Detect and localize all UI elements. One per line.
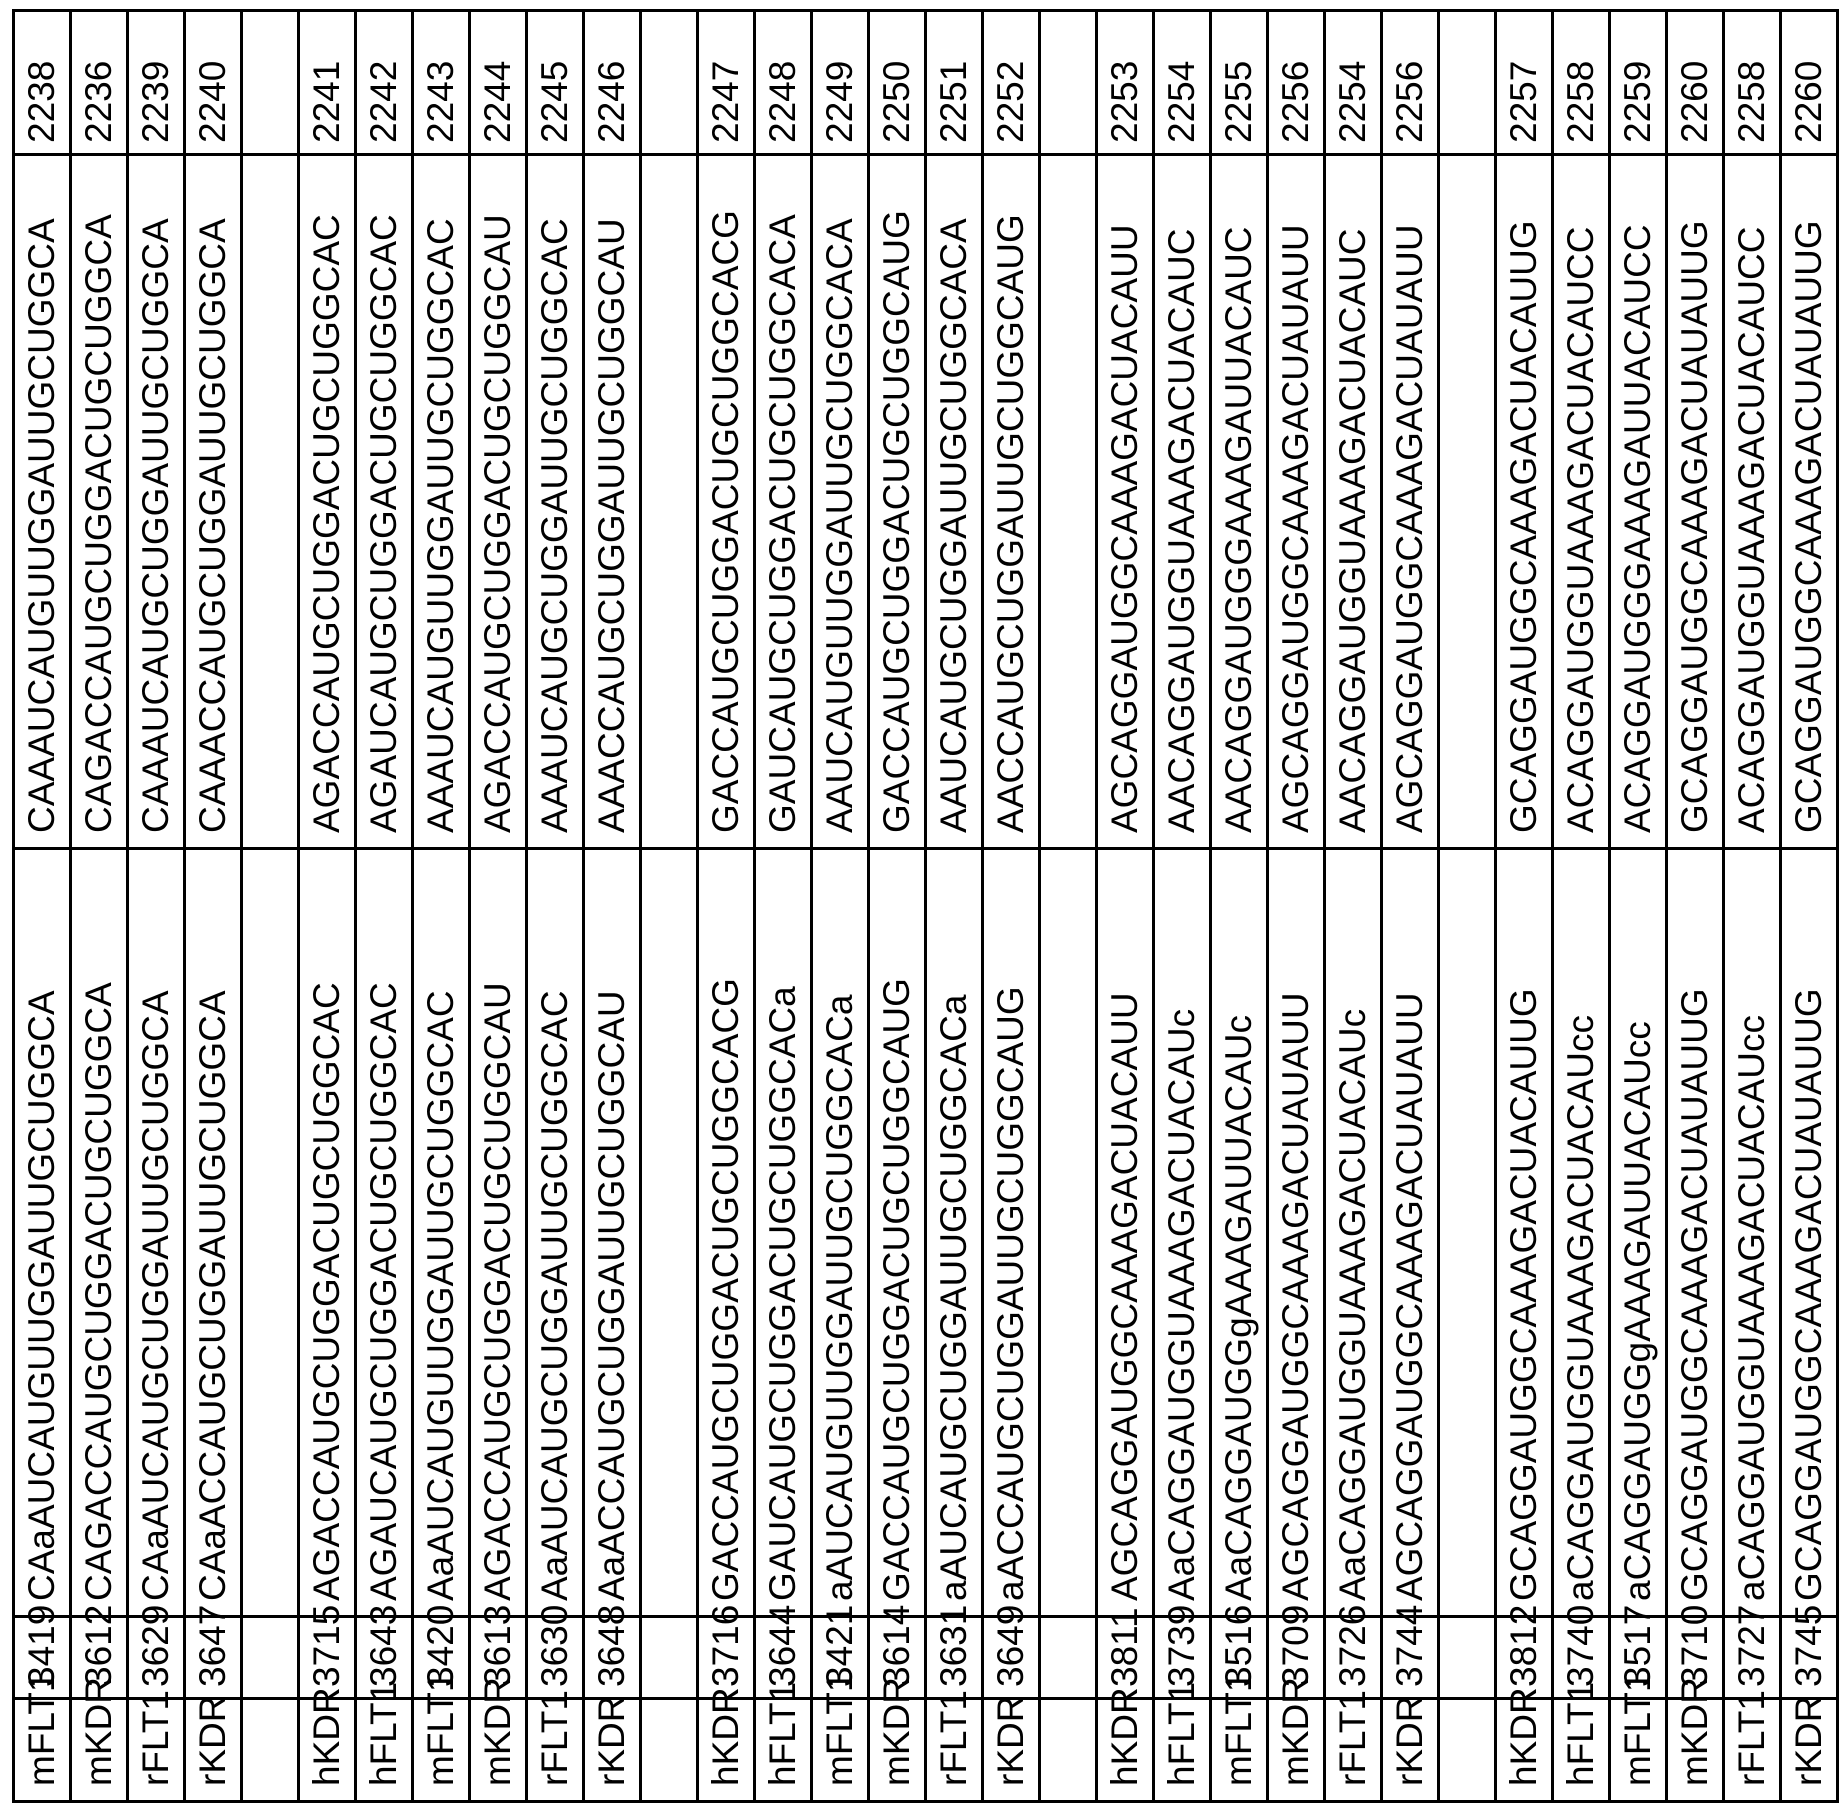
sequence-a-cell: AaCAGGAUGGgAAAGAUUACAUc: [1211, 849, 1268, 1617]
sequence-b-cell: GAUCAUGCUGGACUGCUGGCACA: [755, 155, 812, 849]
sequence-a-cell: aAUCAUGUUGGAUUGCUGGCACa: [812, 849, 869, 1617]
sequence-b-cell: GACCAUGCUGGACUGCUGGCACG: [698, 155, 755, 849]
table-row: [527, 11, 584, 1802]
sequence-a-cell: GACCAUGCUGGACUGCUGGCAUG: [869, 849, 926, 1617]
seq-id-cell: 2253: [1097, 11, 1154, 155]
species-cell: hKDR: [1097, 1699, 1154, 1802]
table-row: [755, 11, 812, 1802]
species-cell: mFLT1: [1211, 1699, 1268, 1802]
spacer-row: [1439, 11, 1496, 1802]
position-cell: 3613: [470, 1617, 527, 1699]
sequence-b-cell: [1040, 155, 1097, 849]
sequence-a-cell: AGAUCAUGCUGGACUGCUGGCAC: [356, 849, 413, 1617]
sequence-b-cell: AACCAUGCUGGAUUGCUGGCAUG: [983, 155, 1040, 849]
sequence-a-cell: AGCAGGAUGGCAAAGACUAUAUU: [1268, 849, 1325, 1617]
position-cell: 3629: [128, 1617, 185, 1699]
sequence-b-cell: GCAGGAUGGCAAAGACUACAUUG: [1496, 155, 1553, 849]
table-row: [1097, 11, 1154, 1802]
table-row: [356, 11, 413, 1802]
position-cell: 3744: [1382, 1617, 1439, 1699]
sequence-b-cell: AACAGGAUGGUAAAGACUACAUC: [1154, 155, 1211, 849]
species-cell: [1040, 1699, 1097, 1802]
species-cell: mKDR: [470, 1699, 527, 1802]
seq-id-cell: 2256: [1382, 11, 1439, 155]
position-cell: 3643: [356, 1617, 413, 1699]
species-cell: [242, 1699, 299, 1802]
species-cell: rKDR: [1781, 1699, 1838, 1802]
sequence-a-cell: AaACCAUGCUGGAUUGCUGGCAU: [584, 849, 641, 1617]
table-row: [926, 11, 983, 1802]
table-row: [128, 11, 185, 1802]
position-cell: 3745: [1781, 1617, 1838, 1699]
sequence-a-cell: GCAGGAUGGCAAAGACUACAUUG: [1496, 849, 1553, 1617]
seq-id-cell: [242, 11, 299, 155]
sequence-a-cell: aACCAUGCUGGAUUGCUGGCAUG: [983, 849, 1040, 1617]
spacer-row: [641, 11, 698, 1802]
table-row: [1211, 11, 1268, 1802]
seq-id-cell: 2260: [1781, 11, 1838, 155]
species-cell: hKDR: [299, 1699, 356, 1802]
table-row: [413, 11, 470, 1802]
seq-id-cell: 2248: [755, 11, 812, 155]
sequence-a-cell: aCAGGAUGGUAAAGACUACAUcc: [1724, 849, 1781, 1617]
sequence-b-cell: AACAGGAUGGUAAAGACUACAUC: [1325, 155, 1382, 849]
species-cell: mKDR: [71, 1699, 128, 1802]
species-cell: rFLT1: [1325, 1699, 1382, 1802]
sequence-a-cell: AGCAGGAUGGCAAAGACUACAUU: [1097, 849, 1154, 1617]
table-row: [1154, 11, 1211, 1802]
table-row: [1325, 11, 1382, 1802]
spacer-row: [242, 11, 299, 1802]
sequence-a-cell: CAaAUCAUGCUGGAUUGCUGGCA: [128, 849, 185, 1617]
position-cell: 3811: [1097, 1617, 1154, 1699]
sequence-b-cell: GCAGGAUGGCAAAGACUAUAUUG: [1781, 155, 1838, 849]
table-row: [584, 11, 641, 1802]
position-cell: 3612: [71, 1617, 128, 1699]
sequence-b-cell: AGCAGGAUGGCAAAGACUACAUU: [1097, 155, 1154, 849]
position-cell: [242, 1617, 299, 1699]
seq-id-cell: 2254: [1154, 11, 1211, 155]
seq-id-cell: [1040, 11, 1097, 155]
sequence-b-cell: [242, 155, 299, 849]
seq-id-cell: 2257: [1496, 11, 1553, 155]
seq-id-cell: 2260: [1667, 11, 1724, 155]
table-row: [1781, 11, 1838, 1802]
rotated-table-page: [12, 12, 1690, 1803]
table-row: [983, 11, 1040, 1802]
species-cell: mFLT1: [14, 1699, 71, 1802]
table-row: [1382, 11, 1439, 1802]
position-cell: 3740: [1553, 1617, 1610, 1699]
position-cell: 3420: [413, 1617, 470, 1699]
sequence-a-cell: GCAGGAUGGCAAAGACUAUAUUG: [1667, 849, 1724, 1617]
table-row: [185, 11, 242, 1802]
position-cell: [1040, 1617, 1097, 1699]
position-cell: [1439, 1617, 1496, 1699]
seq-id-cell: [641, 11, 698, 155]
position-cell: 3517: [1610, 1617, 1667, 1699]
sequence-b-cell: AAUCAUGUUGGAUUGCUGGCACA: [812, 155, 869, 849]
sequence-a-cell: aAUCAUGCUGGAUUGCUGGCACa: [926, 849, 983, 1617]
sequence-b-cell: ACAGGAUGGUAAAGACUACAUCC: [1724, 155, 1781, 849]
species-cell: rFLT1: [926, 1699, 983, 1802]
species-cell: mKDR: [1667, 1699, 1724, 1802]
sequence-b-cell: AGAUCAUGCUGGACUGCUGGCAC: [356, 155, 413, 849]
table-row: [1553, 11, 1610, 1802]
sequence-a-cell: CAGACCAUGCUGGACUGCUGGCA: [71, 849, 128, 1617]
species-cell: mFLT1: [413, 1699, 470, 1802]
position-cell: 3421: [812, 1617, 869, 1699]
position-cell: 3647: [185, 1617, 242, 1699]
position-cell: [641, 1617, 698, 1699]
species-cell: rKDR: [1382, 1699, 1439, 1802]
sequence-b-cell: GCAGGAUGGCAAAGACUAUAUUG: [1667, 155, 1724, 849]
sequence-a-cell: AaAUCAUGCUGGAUUGCUGGCAC: [527, 849, 584, 1617]
sequence-a-cell: AaAUCAUGUUGGAUUGCUGGCAC: [413, 849, 470, 1617]
seq-id-cell: 2242: [356, 11, 413, 155]
sequence-a-cell: aCAGGAUGGUAAAGACUACAUcc: [1553, 849, 1610, 1617]
sequence-a-cell: AGACCAUGCUGGACUGCUGGCAC: [299, 849, 356, 1617]
species-cell: rFLT1: [527, 1699, 584, 1802]
position-cell: 3709: [1268, 1617, 1325, 1699]
spacer-row: [1040, 11, 1097, 1802]
table-row: [71, 11, 128, 1802]
sequence-a-cell: [242, 849, 299, 1617]
seq-id-cell: 2241: [299, 11, 356, 155]
species-cell: hFLT1: [1553, 1699, 1610, 1802]
species-cell: mKDR: [1268, 1699, 1325, 1802]
species-cell: hKDR: [1496, 1699, 1553, 1802]
seq-id-cell: 2250: [869, 11, 926, 155]
position-cell: 3630: [527, 1617, 584, 1699]
position-cell: 3727: [1724, 1617, 1781, 1699]
sequence-b-cell: AGACCAUGCUGGACUGCUGGCAU: [470, 155, 527, 849]
table-row: [470, 11, 527, 1802]
position-cell: 3631: [926, 1617, 983, 1699]
seq-id-cell: 2256: [1268, 11, 1325, 155]
seq-id-cell: 2240: [185, 11, 242, 155]
sequence-b-cell: CAAAUCAUGUUGGAUUGCUGGCA: [14, 155, 71, 849]
sequence-a-cell: GAUCAUGCUGGACUGCUGGCACa: [755, 849, 812, 1617]
seq-id-cell: 2236: [71, 11, 128, 155]
sequence-a-cell: AaCAGGAUGGUAAAGACUACAUc: [1325, 849, 1382, 1617]
sequence-b-cell: [1439, 155, 1496, 849]
sequence-table-body: [14, 11, 1838, 1802]
species-cell: hFLT1: [356, 1699, 413, 1802]
position-cell: 3715: [299, 1617, 356, 1699]
sequence-table: [12, 9, 1839, 1803]
sequence-a-cell: AGACCAUGCUGGACUGCUGGCAU: [470, 849, 527, 1617]
species-cell: rKDR: [983, 1699, 1040, 1802]
sequence-a-cell: [641, 849, 698, 1617]
position-cell: 3710: [1667, 1617, 1724, 1699]
sequence-b-cell: AGACCAUGCUGGACUGCUGGCAC: [299, 155, 356, 849]
sequence-a-cell: aCAGGAUGGgAAAGAUUACAUcc: [1610, 849, 1667, 1617]
seq-id-cell: 2239: [128, 11, 185, 155]
seq-id-cell: 2251: [926, 11, 983, 155]
seq-id-cell: 2254: [1325, 11, 1382, 155]
seq-id-cell: 2258: [1724, 11, 1781, 155]
sequence-b-cell: AAUCAUGCUGGAUUGCUGGCACA: [926, 155, 983, 849]
sequence-a-cell: AGCAGGAUGGCAAAGACUAUAUU: [1382, 849, 1439, 1617]
species-cell: hFLT1: [1154, 1699, 1211, 1802]
species-cell: rFLT1: [1724, 1699, 1781, 1802]
table-row: [812, 11, 869, 1802]
position-cell: 3726: [1325, 1617, 1382, 1699]
sequence-b-cell: AACAGGAUGGGAAAGAUUACAUC: [1211, 155, 1268, 849]
species-cell: mKDR: [869, 1699, 926, 1802]
sequence-b-cell: GACCAUGCUGGACUGCUGGCAUG: [869, 155, 926, 849]
seq-id-cell: 2252: [983, 11, 1040, 155]
position-cell: 3614: [869, 1617, 926, 1699]
sequence-b-cell: AAACCAUGCUGGAUUGCUGGCAU: [584, 155, 641, 849]
seq-id-cell: 2247: [698, 11, 755, 155]
sequence-b-cell: CAAAUCAUGCUGGAUUGCUGGCA: [128, 155, 185, 849]
sequence-b-cell: [641, 155, 698, 849]
position-cell: 3648: [584, 1617, 641, 1699]
position-cell: 3739: [1154, 1617, 1211, 1699]
sequence-b-cell: CAAACCAUGCUGGAUUGCUGGCA: [185, 155, 242, 849]
species-cell: mFLT1: [1610, 1699, 1667, 1802]
seq-id-cell: 2244: [470, 11, 527, 155]
seq-id-cell: 2259: [1610, 11, 1667, 155]
species-cell: rFLT1: [128, 1699, 185, 1802]
seq-id-cell: 2246: [584, 11, 641, 155]
sequence-b-cell: AAAUCAUGUUGGAUUGCUGGCAC: [413, 155, 470, 849]
table-row: [1610, 11, 1667, 1802]
sequence-a-cell: AaCAGGAUGGUAAAGACUACAUc: [1154, 849, 1211, 1617]
table-row: [1496, 11, 1553, 1802]
sequence-b-cell: ACAGGAUGGUAAAGACUACAUCC: [1553, 155, 1610, 849]
species-cell: [641, 1699, 698, 1802]
table-row: [869, 11, 926, 1802]
table-row: [1667, 11, 1724, 1802]
seq-id-cell: 2249: [812, 11, 869, 155]
table-row: [1268, 11, 1325, 1802]
seq-id-cell: 2255: [1211, 11, 1268, 155]
sequence-a-cell: GCAGGAUGGCAAAGACUAUAUUG: [1781, 849, 1838, 1617]
sequence-b-cell: AAAUCAUGCUGGAUUGCUGGCAC: [527, 155, 584, 849]
position-cell: 3812: [1496, 1617, 1553, 1699]
sequence-b-cell: CAGACCAUGCUGGACUGCUGGCA: [71, 155, 128, 849]
position-cell: 3716: [698, 1617, 755, 1699]
species-cell: mFLT1: [812, 1699, 869, 1802]
table-row: [299, 11, 356, 1802]
seq-id-cell: 2258: [1553, 11, 1610, 155]
sequence-a-cell: CAaAUCAUGUUGGAUUGCUGGCA: [14, 849, 71, 1617]
sequence-a-cell: GACCAUGCUGGACUGCUGGCACG: [698, 849, 755, 1617]
position-cell: 3516: [1211, 1617, 1268, 1699]
species-cell: [1439, 1699, 1496, 1802]
species-cell: hFLT1: [755, 1699, 812, 1802]
sequence-b-cell: AGCAGGAUGGCAAAGACUAUAUU: [1268, 155, 1325, 849]
table-row: [1724, 11, 1781, 1802]
sequence-a-cell: [1040, 849, 1097, 1617]
seq-id-cell: 2243: [413, 11, 470, 155]
species-cell: hKDR: [698, 1699, 755, 1802]
position-cell: 3419: [14, 1617, 71, 1699]
species-cell: rKDR: [584, 1699, 641, 1802]
seq-id-cell: 2245: [527, 11, 584, 155]
seq-id-cell: [1439, 11, 1496, 155]
sequence-b-cell: ACAGGAUGGGAAAGAUUACAUCC: [1610, 155, 1667, 849]
sequence-b-cell: AGCAGGAUGGCAAAGACUAUAUU: [1382, 155, 1439, 849]
table-row: [14, 11, 71, 1802]
sequence-a-cell: [1439, 849, 1496, 1617]
position-cell: 3649: [983, 1617, 1040, 1699]
position-cell: 3644: [755, 1617, 812, 1699]
seq-id-cell: 2238: [14, 11, 71, 155]
species-cell: rKDR: [185, 1699, 242, 1802]
sequence-a-cell: CAaACCAUGCUGGAUUGCUGGCA: [185, 849, 242, 1617]
table-row: [698, 11, 755, 1802]
